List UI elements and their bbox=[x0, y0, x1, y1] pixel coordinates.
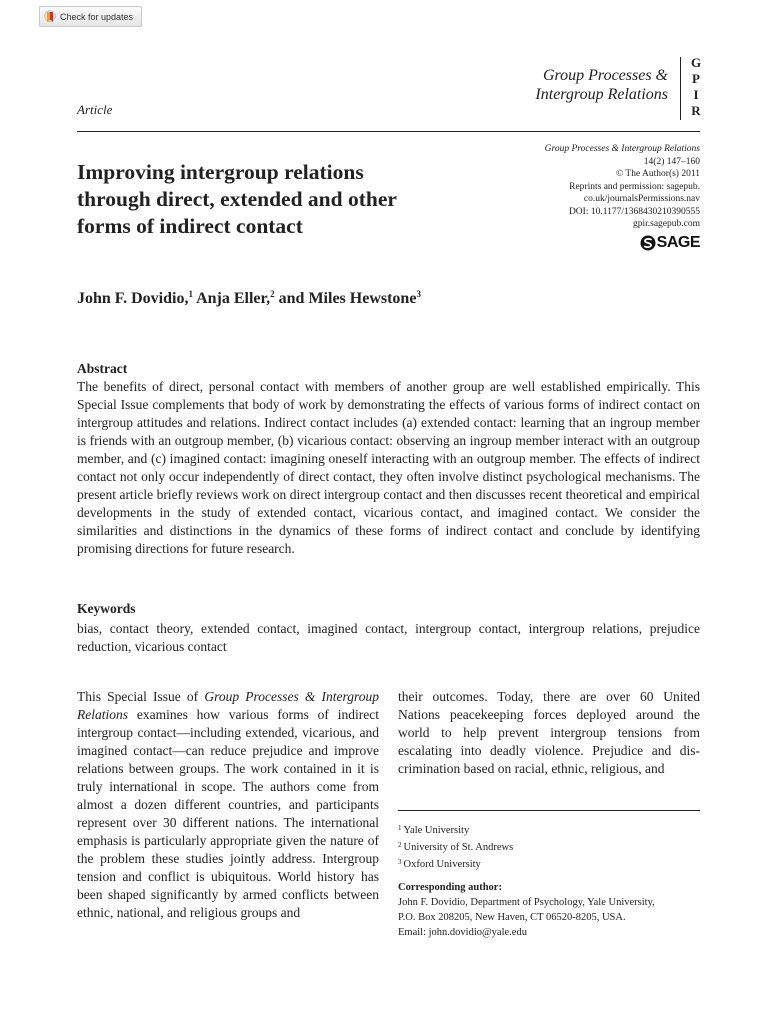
affiliation-item bbox=[398, 838, 700, 855]
acronym-letter: P bbox=[692, 71, 700, 86]
body-intro-text: This Special Issue of bbox=[77, 689, 205, 704]
affiliation-item bbox=[398, 855, 700, 872]
affiliation-name: Oxford University bbox=[403, 859, 481, 870]
affiliation-name: University of St. Andrews bbox=[403, 842, 514, 853]
body-column-right: their outcomes. Today, there are over 60 United Nations peacekeeping forces deployed around the world to help prevent intergroup tensions from escalating into deadly violence. Prejudice and discrimination based on racial, ethnic, religious, and bbox=[398, 689, 700, 776]
corresponding-author-line: John F. Dovidio, Department of Psychology, Yale University, bbox=[398, 897, 655, 908]
acronym-letter: I bbox=[693, 87, 699, 102]
meta-journal-title: Group Processes & Intergroup Relations bbox=[544, 144, 700, 154]
body-journal-name: Group Processes & Intergroup Relations bbox=[77, 689, 380, 722]
acronym-letter: R bbox=[691, 103, 701, 118]
author-name: and Miles Hewstone bbox=[274, 290, 417, 307]
corresponding-author bbox=[398, 880, 700, 940]
article-title: Improving intergroup relations through direct, extended and other forms of indirect contact bbox=[77, 160, 397, 238]
affiliation-marker: 3 bbox=[398, 858, 402, 866]
sage-wordmark: SAGE bbox=[656, 234, 700, 251]
keywords-heading: Keywords bbox=[77, 601, 136, 616]
journal-divider bbox=[680, 57, 681, 120]
author-name: Anja Eller, bbox=[192, 290, 271, 307]
article-type-label: Article bbox=[77, 102, 113, 117]
abstract-text: The benefits of direct, personal contact with members of another group are well established empirically. This Special Issue complements that body of work by demonstrating the effects of various forms of indirect contact on intergroup attitudes and relations. Indirect contact includes (a) extended contact: learning that an ingroup member is friends with an outgroup member, (b) vicarious contact: observing an ingroup member interact with an outgroup member, and (c) imagined contact: imagining oneself interacting with an outgroup member. The effects of indirect contact not only occur independently of direct contact, they often involve distinct psychological mechanisms. The present article briefly reviews work on direct intergroup contact and then discusses recent theoretical and empirical developments in the study of extended contact, vicarious contact, and imagined contact. We consider the similarities and distinctions in the dynamics of these forms of indirect contact and conclude by identifying promising directions for future research. bbox=[77, 379, 700, 556]
corresponding-author-heading: Corresponding author: bbox=[398, 882, 502, 893]
check-for-updates-button[interactable] bbox=[39, 6, 142, 27]
journal-name-line-1: Group Processes & bbox=[542, 67, 668, 84]
keywords-text: bias, contact theory, extended contact, imagined contact, intergroup contact, intergroup relations, prejudice reduction, vicarious contact bbox=[77, 621, 700, 654]
acronym-letter: G bbox=[690, 55, 702, 70]
meta-volume-pages: 14(2) 147–160 bbox=[643, 156, 700, 167]
sage-s-icon bbox=[640, 235, 656, 251]
meta-doi[interactable]: DOI: 10.1177/1368430210390555 bbox=[568, 206, 700, 217]
affiliation-item bbox=[398, 821, 700, 838]
corresponding-author-email[interactable]: Email: john.dovidio@yale.edu bbox=[398, 927, 527, 938]
publication-metadata bbox=[500, 143, 700, 231]
affiliation-name: Yale University bbox=[403, 825, 470, 836]
journal-name bbox=[535, 66, 668, 104]
author-list bbox=[77, 289, 421, 308]
meta-reprints: Reprints and permission: sagepub. bbox=[569, 181, 700, 192]
author-name: John F. Dovidio, bbox=[77, 290, 189, 307]
sage-logo bbox=[640, 234, 700, 252]
meta-reprints-link[interactable]: co.uk/journalsPermissions.nav bbox=[583, 194, 700, 204]
journal-name-line-2: Intergroup Relations bbox=[535, 86, 668, 103]
header-rule bbox=[77, 131, 700, 132]
meta-site[interactable]: gpir.sagepub.com bbox=[632, 219, 700, 229]
author-affiliation-marker: 2 bbox=[270, 289, 275, 299]
crossmark-icon bbox=[44, 10, 56, 24]
affiliation-marker: 2 bbox=[398, 841, 402, 849]
body-column-left bbox=[77, 688, 379, 922]
body-left-text: examines how various forms of indirect intergroup contact—including extended, vicarious, and imagined contact—can reduce prejudice and improve relations between groups. The work contained in it is truly international in scope. The authors come from almost a dozen different countries, and participants represent over 30 different nations. The international emphasis is particularly appropriate given the nature of the problem these studies jointly address. Intergroup tension and conflict is ubiquitous. World history has been shaped significantly by armed conflicts between ethnic, national, and religious groups and bbox=[77, 707, 379, 920]
journal-acronym bbox=[689, 55, 703, 119]
abstract-heading: Abstract bbox=[77, 361, 128, 376]
check-for-updates-label: Check for updates bbox=[60, 11, 134, 22]
author-affiliation-marker: 1 bbox=[188, 289, 193, 299]
corresponding-author-line: P.O. Box 208205, New Haven, CT 06520-8205, USA. bbox=[398, 912, 626, 923]
author-affiliation-marker: 3 bbox=[416, 289, 421, 299]
footnote-rule bbox=[398, 810, 700, 811]
affiliation-list bbox=[398, 821, 700, 872]
affiliation-marker: 1 bbox=[398, 824, 402, 832]
meta-copyright: © The Author(s) 2011 bbox=[615, 169, 700, 179]
